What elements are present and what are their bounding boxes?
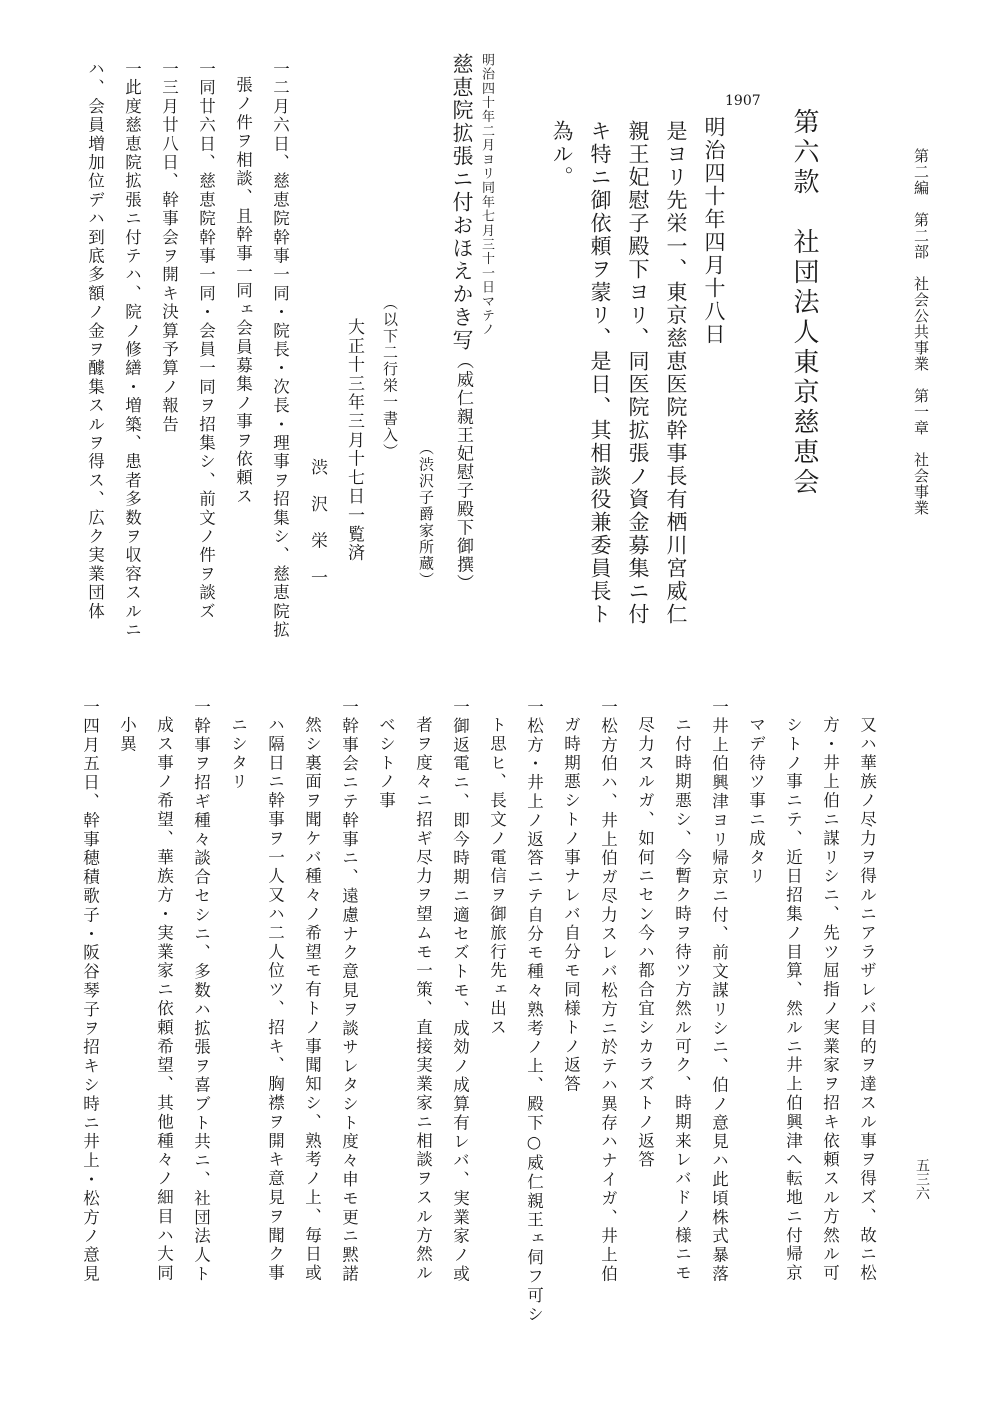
section-title: 第六款 社団法人東京慈恵会 bbox=[789, 108, 819, 498]
lower-line-1: 又ハ華族ノ尽力ヲ得ルニアラザレバ目的ヲ達スル事ヲ得ズ、故ニ松 bbox=[857, 716, 877, 1283]
running-head: 第二編 第二部 社会公共事業 第一章 社会事業 bbox=[912, 148, 930, 516]
lower-line-6: ニ付時期悪シ、今暫ク時ヲ待ツ方然ル可ク、時期来レバドノ様ニモ bbox=[672, 716, 692, 1283]
entry-line-3: 一同廿六日、慈恵院幹事一同・会員一同ヲ招集シ、前文ノ件ヲ談ズ bbox=[196, 60, 216, 621]
lower-line-12: 一御返電ニ、即今時期ニ適セズトモ、成効ノ成算有レバ、実業家ノ或 bbox=[450, 698, 470, 1284]
main-line-1: 是ヨリ先栄一、東京慈恵医院幹事長有栖川宮威仁 bbox=[664, 120, 688, 626]
doc-author: （威仁親王妃慰子殿下御撰） bbox=[453, 352, 473, 593]
main-line-3: キ特ニ御依頼ヲ蒙リ、是日、其相談役兼委員長ト bbox=[588, 120, 612, 626]
lower-line-2: 方・井上伯ニ謀リシニ、先ツ屈指ノ実業家ヲ招キ依頼スル方然ル可 bbox=[820, 716, 840, 1283]
lower-line-5: 一井上伯興津ヨリ帰京ニ付、前文謀リシニ、伯ノ意見ハ此頃株式暴落 bbox=[709, 698, 729, 1284]
lower-line-14: ベシトノ事 bbox=[376, 716, 396, 811]
annotation-name: 渋 沢 栄 一 bbox=[307, 458, 327, 587]
main-line-2: 親王妃慰子殿下ヨリ、同医院拡張ノ資金募集ニ付 bbox=[626, 120, 650, 626]
lower-line-17: ハ隔日ニ幹事ヲ一人又ハ二人位ツ、招キ、胸襟ヲ開キ意見ヲ聞ク事 bbox=[265, 716, 285, 1283]
lower-line-11: ト思ヒ、長文ノ電信ヲ御旅行先ェ出ス bbox=[487, 716, 507, 1038]
lower-line-3: シトノ事ニテ、近日招集ノ目算、然ルニ井上伯興津へ転地ニ付帰京 bbox=[783, 716, 803, 1283]
lower-line-15: 一幹事会ニテ幹事ニ、遠慮ナク意見ヲ談サレタシト度々申モ更ニ黙諾 bbox=[339, 698, 359, 1284]
lower-line-20: 成ス事ノ希望、華族方・実業家ニ依頼希望、其他種々ノ細目ハ大同 bbox=[154, 716, 174, 1283]
main-line-4: 為ル。 bbox=[550, 120, 574, 189]
entry-line-5: 一此度慈恵院拡張ニ付テハ、院ノ修繕・増築、患者多数ヲ収容スルニ bbox=[122, 60, 142, 640]
annotation-date: 大正十三年三月十七日一覧済 bbox=[344, 318, 364, 563]
annotation-note: （以下二行栄一書入） bbox=[381, 295, 399, 460]
entry-line-6: ハ、会員増加位デハ到底多額ノ金ヲ醵集スルヲ得ス、広ク実業団体 bbox=[85, 60, 105, 621]
lower-line-4: マデ待ツ事ニ成タリ bbox=[746, 716, 766, 887]
lower-line-7: 尽力スルガ、如何ニセン今ハ都合宜シカラズトノ返答 bbox=[635, 716, 655, 1170]
page-number: 五三六 bbox=[914, 1158, 930, 1200]
lower-line-16: 然シ裏面ヲ聞ケバ種々ノ希望モ有トノ事聞知シ、熟考ノ上、毎日或 bbox=[302, 716, 322, 1283]
source-note: 明治四十年二月ヨリ同年七月三十一日マテノ bbox=[479, 53, 494, 337]
lower-line-9: ガ時期悪シトノ事ナレバ自分モ同様トノ返答 bbox=[561, 716, 581, 1094]
date-line: 明治四十年四月十八日 bbox=[702, 116, 726, 346]
lower-line-18: ニシタリ bbox=[228, 716, 248, 792]
entry-line-4: 一三月廿八日、幹事会ヲ開キ決算予算ノ報告 bbox=[159, 60, 179, 434]
lower-line-19: 一幹事ヲ招ギ種々談合セシニ、多数ハ拡張ヲ喜ブト共ニ、社団法人ト bbox=[191, 698, 211, 1284]
doc-title: 慈恵院拡張ニ付おほえかき写 bbox=[450, 53, 474, 352]
lower-line-10: 一松方・井上ノ返答ニテ自分モ種々熟考ノ上、殿下○威仁親王ェ伺フ可シ bbox=[524, 698, 544, 1325]
lower-line-8: 一松方伯ハ、井上伯ガ尽力スレバ松方ニ於テハ異存ハナイガ、井上伯 bbox=[598, 698, 618, 1284]
collection-note: （渋沢子爵家所蔵） bbox=[417, 440, 435, 589]
entry-line-2: 張ノ件ヲ相談、且幹事一同ェ会員募集ノ事ヲ依頼ス bbox=[233, 76, 253, 507]
year-label: 1907 bbox=[725, 93, 761, 109]
lower-line-21: 小異 bbox=[117, 716, 137, 754]
lower-line-13: 者ヲ度々ニ招ギ尽力ヲ望ムモ一策、直接実業家ニ相談ヲスル方然ル bbox=[413, 716, 433, 1283]
lower-line-22: 一四月五日、幹事穂積歌子・阪谷琴子ヲ招キシ時ニ井上・松方ノ意見 bbox=[80, 698, 100, 1284]
entry-line-1: 一二月六日、慈恵院幹事一同・院長・次長・理事ヲ招集シ、慈恵院拡 bbox=[270, 60, 290, 640]
